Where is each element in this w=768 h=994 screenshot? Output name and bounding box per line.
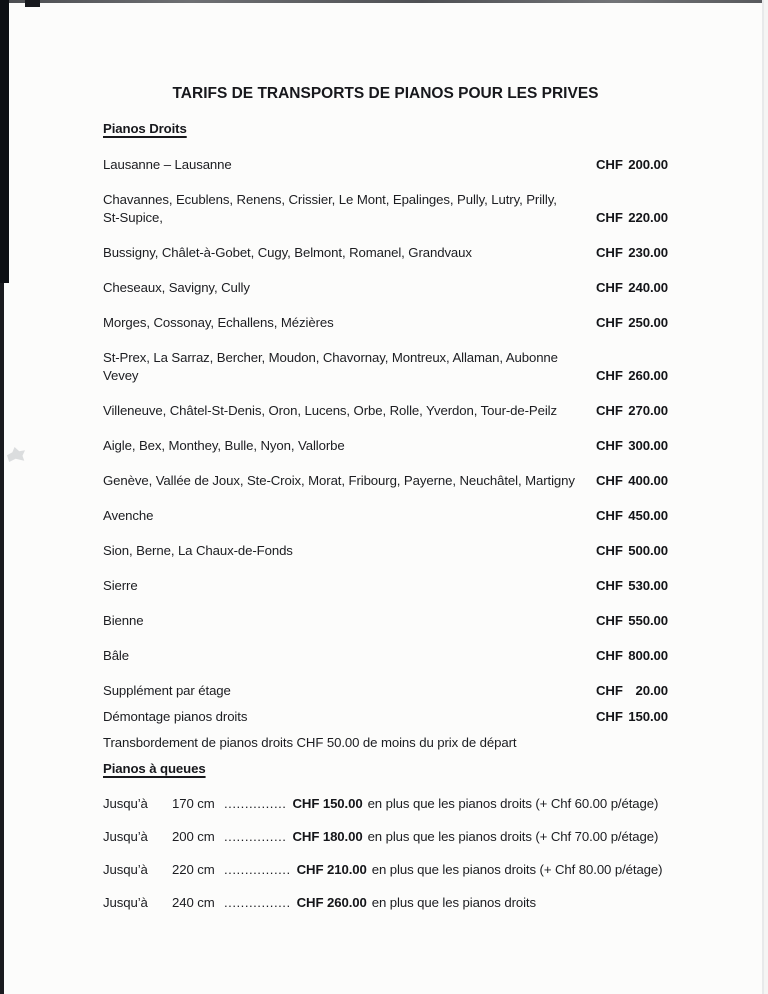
price-currency: CHF: [596, 473, 623, 488]
price-amount: 400.00: [628, 473, 668, 488]
destination-text: Genève, Vallée de Joux, Ste-Croix, Morat, Fribourg, Payerne, Neuchâtel, Martigny: [103, 473, 575, 488]
tariff-row: [103, 612, 668, 630]
destination-text: Cheseaux, Savigny, Cully: [103, 280, 250, 295]
tariff-row: [103, 472, 668, 490]
queue-rest-text: en plus que les pianos droits: [371, 895, 536, 910]
price-amount: 500.00: [628, 543, 668, 558]
price: [596, 156, 668, 174]
tariff-row: [103, 437, 668, 455]
queue-price: CHF 180.00: [292, 829, 363, 844]
destination-text: Sion, Berne, La Chaux-de-Fonds: [103, 543, 293, 558]
price: [596, 279, 668, 297]
queue-size: 170 cm: [172, 796, 215, 811]
scan-edge-right: [762, 0, 764, 994]
price-amount: 220.00: [628, 210, 668, 225]
price: [596, 542, 668, 560]
tariff-row: [103, 156, 668, 174]
price-amount: 260.00: [628, 368, 668, 383]
tariff-row-supplement: [103, 682, 668, 700]
scan-border-left-thick: [0, 0, 9, 283]
destination-text: Aigle, Bex, Monthey, Bulle, Nyon, Vallorbe: [103, 438, 345, 453]
tariff-row: [103, 507, 668, 525]
queue-dots: ................: [224, 862, 291, 877]
price-currency: CHF: [596, 683, 623, 698]
price-amount: 270.00: [628, 403, 668, 418]
price-currency: CHF: [596, 245, 623, 260]
scan-corner-mark: [25, 0, 40, 7]
page-title: TARIFS DE TRANSPORTS DE PIANOS POUR LES PRIVES: [172, 85, 599, 102]
queue-rest-text: en plus que les pianos droits (+ Chf 60.00 p/étage): [367, 796, 659, 811]
price: [596, 437, 668, 455]
price-currency: CHF: [596, 508, 623, 523]
destination-text: Sierre: [103, 578, 138, 593]
price: [596, 402, 668, 420]
section-heading-pianos-droits: Pianos Droits: [103, 121, 187, 136]
price: [596, 577, 668, 595]
price: [596, 612, 668, 630]
price: [596, 647, 668, 665]
queue-dots: ...............: [224, 796, 287, 811]
price-currency: CHF: [596, 578, 623, 593]
queue-price: CHF 210.00: [296, 862, 367, 877]
queue-size: 220 cm: [172, 862, 215, 877]
document-content: [103, 84, 668, 927]
queue-dots: ................: [224, 895, 291, 910]
price-amount: 200.00: [628, 157, 668, 172]
price: [596, 472, 668, 490]
price-amount: 240.00: [628, 280, 668, 295]
price: [596, 507, 668, 525]
price-currency: CHF: [596, 280, 623, 295]
tariff-row: [103, 314, 668, 332]
price: [596, 209, 668, 227]
price-amount: 300.00: [628, 438, 668, 453]
destination-text: St-Prex, La Sarraz, Bercher, Moudon, Chavornay, Montreux, Allaman, Aubonne Vevey: [103, 350, 558, 383]
destination-text: Bussigny, Châlet-à-Gobet, Cugy, Belmont, Romanel, Grandvaux: [103, 245, 472, 260]
price: [596, 367, 668, 385]
tariff-row: [103, 402, 668, 420]
price: [596, 314, 668, 332]
scan-edge-right-strip: [764, 0, 768, 994]
price-amount: 530.00: [628, 578, 668, 593]
price-currency: CHF: [596, 613, 623, 628]
destination-text: Bâle: [103, 648, 129, 663]
queue-row: [103, 894, 668, 912]
price-currency: CHF: [596, 368, 623, 383]
price: [596, 682, 668, 700]
tariff-row: [103, 542, 668, 560]
destination-text: Morges, Cossonay, Echallens, Mézières: [103, 315, 334, 330]
destination-text: Supplément par étage: [103, 683, 231, 698]
price-currency: CHF: [596, 210, 623, 225]
queue-rest-text: en plus que les pianos droits (+ Chf 80.00 p/étage): [371, 862, 663, 877]
price-amount: 450.00: [628, 508, 668, 523]
destination-text: Chavannes, Ecublens, Renens, Crissier, Le Mont, Epalinges, Pully, Lutry, Prilly, St-Supice,: [103, 192, 557, 225]
queue-row: [103, 828, 668, 846]
tariff-row: [103, 647, 668, 665]
price-currency: CHF: [596, 315, 623, 330]
destination-text: Bienne: [103, 613, 144, 628]
price-currency: CHF: [596, 157, 623, 172]
price-amount: 230.00: [628, 245, 668, 260]
tariff-row: [103, 191, 668, 227]
price-amount: 550.00: [628, 613, 668, 628]
scan-artifact-arrow: [7, 447, 25, 462]
destination-text: Avenche: [103, 508, 154, 523]
price: [596, 244, 668, 262]
price-amount: 800.00: [628, 648, 668, 663]
section-heading-pianos-a-queues: Pianos à queues: [103, 761, 206, 776]
destination-text: Démontage pianos droits: [103, 709, 248, 724]
scan-edge-top: [0, 0, 768, 3]
destination-text: Villeneuve, Châtel-St-Denis, Oron, Lucens, Orbe, Rolle, Yverdon, Tour-de-Peilz: [103, 403, 557, 418]
queue-row: [103, 795, 668, 813]
price-amount: 20.00: [635, 683, 668, 698]
queue-label: Jusqu’à: [103, 829, 148, 844]
note-transbordement: Transbordement de pianos droits CHF 50.00 de moins du prix de départ: [103, 735, 517, 750]
queue-price: CHF 150.00: [292, 796, 363, 811]
price-amount: 250.00: [628, 315, 668, 330]
queue-size: 200 cm: [172, 829, 215, 844]
tariff-row: [103, 577, 668, 595]
tariff-row: [103, 244, 668, 262]
queue-rest-text: en plus que les pianos droits (+ Chf 70.00 p/étage): [367, 829, 659, 844]
price-currency: CHF: [596, 709, 623, 724]
price-currency: CHF: [596, 403, 623, 418]
queue-dots: ...............: [224, 829, 287, 844]
price-currency: CHF: [596, 543, 623, 558]
queue-row: [103, 861, 668, 879]
queue-size: 240 cm: [172, 895, 215, 910]
price-currency: CHF: [596, 438, 623, 453]
queue-price: CHF 260.00: [296, 895, 367, 910]
price-amount: 150.00: [628, 709, 668, 724]
tariff-row: [103, 279, 668, 297]
tariff-row: [103, 349, 668, 385]
queue-label: Jusqu’à: [103, 895, 148, 910]
tariff-row-demontage: [103, 708, 668, 726]
destination-text: Lausanne – Lausanne: [103, 157, 232, 172]
queue-label: Jusqu’à: [103, 796, 148, 811]
queue-label: Jusqu’à: [103, 862, 148, 877]
price: [596, 708, 668, 726]
price-currency: CHF: [596, 648, 623, 663]
